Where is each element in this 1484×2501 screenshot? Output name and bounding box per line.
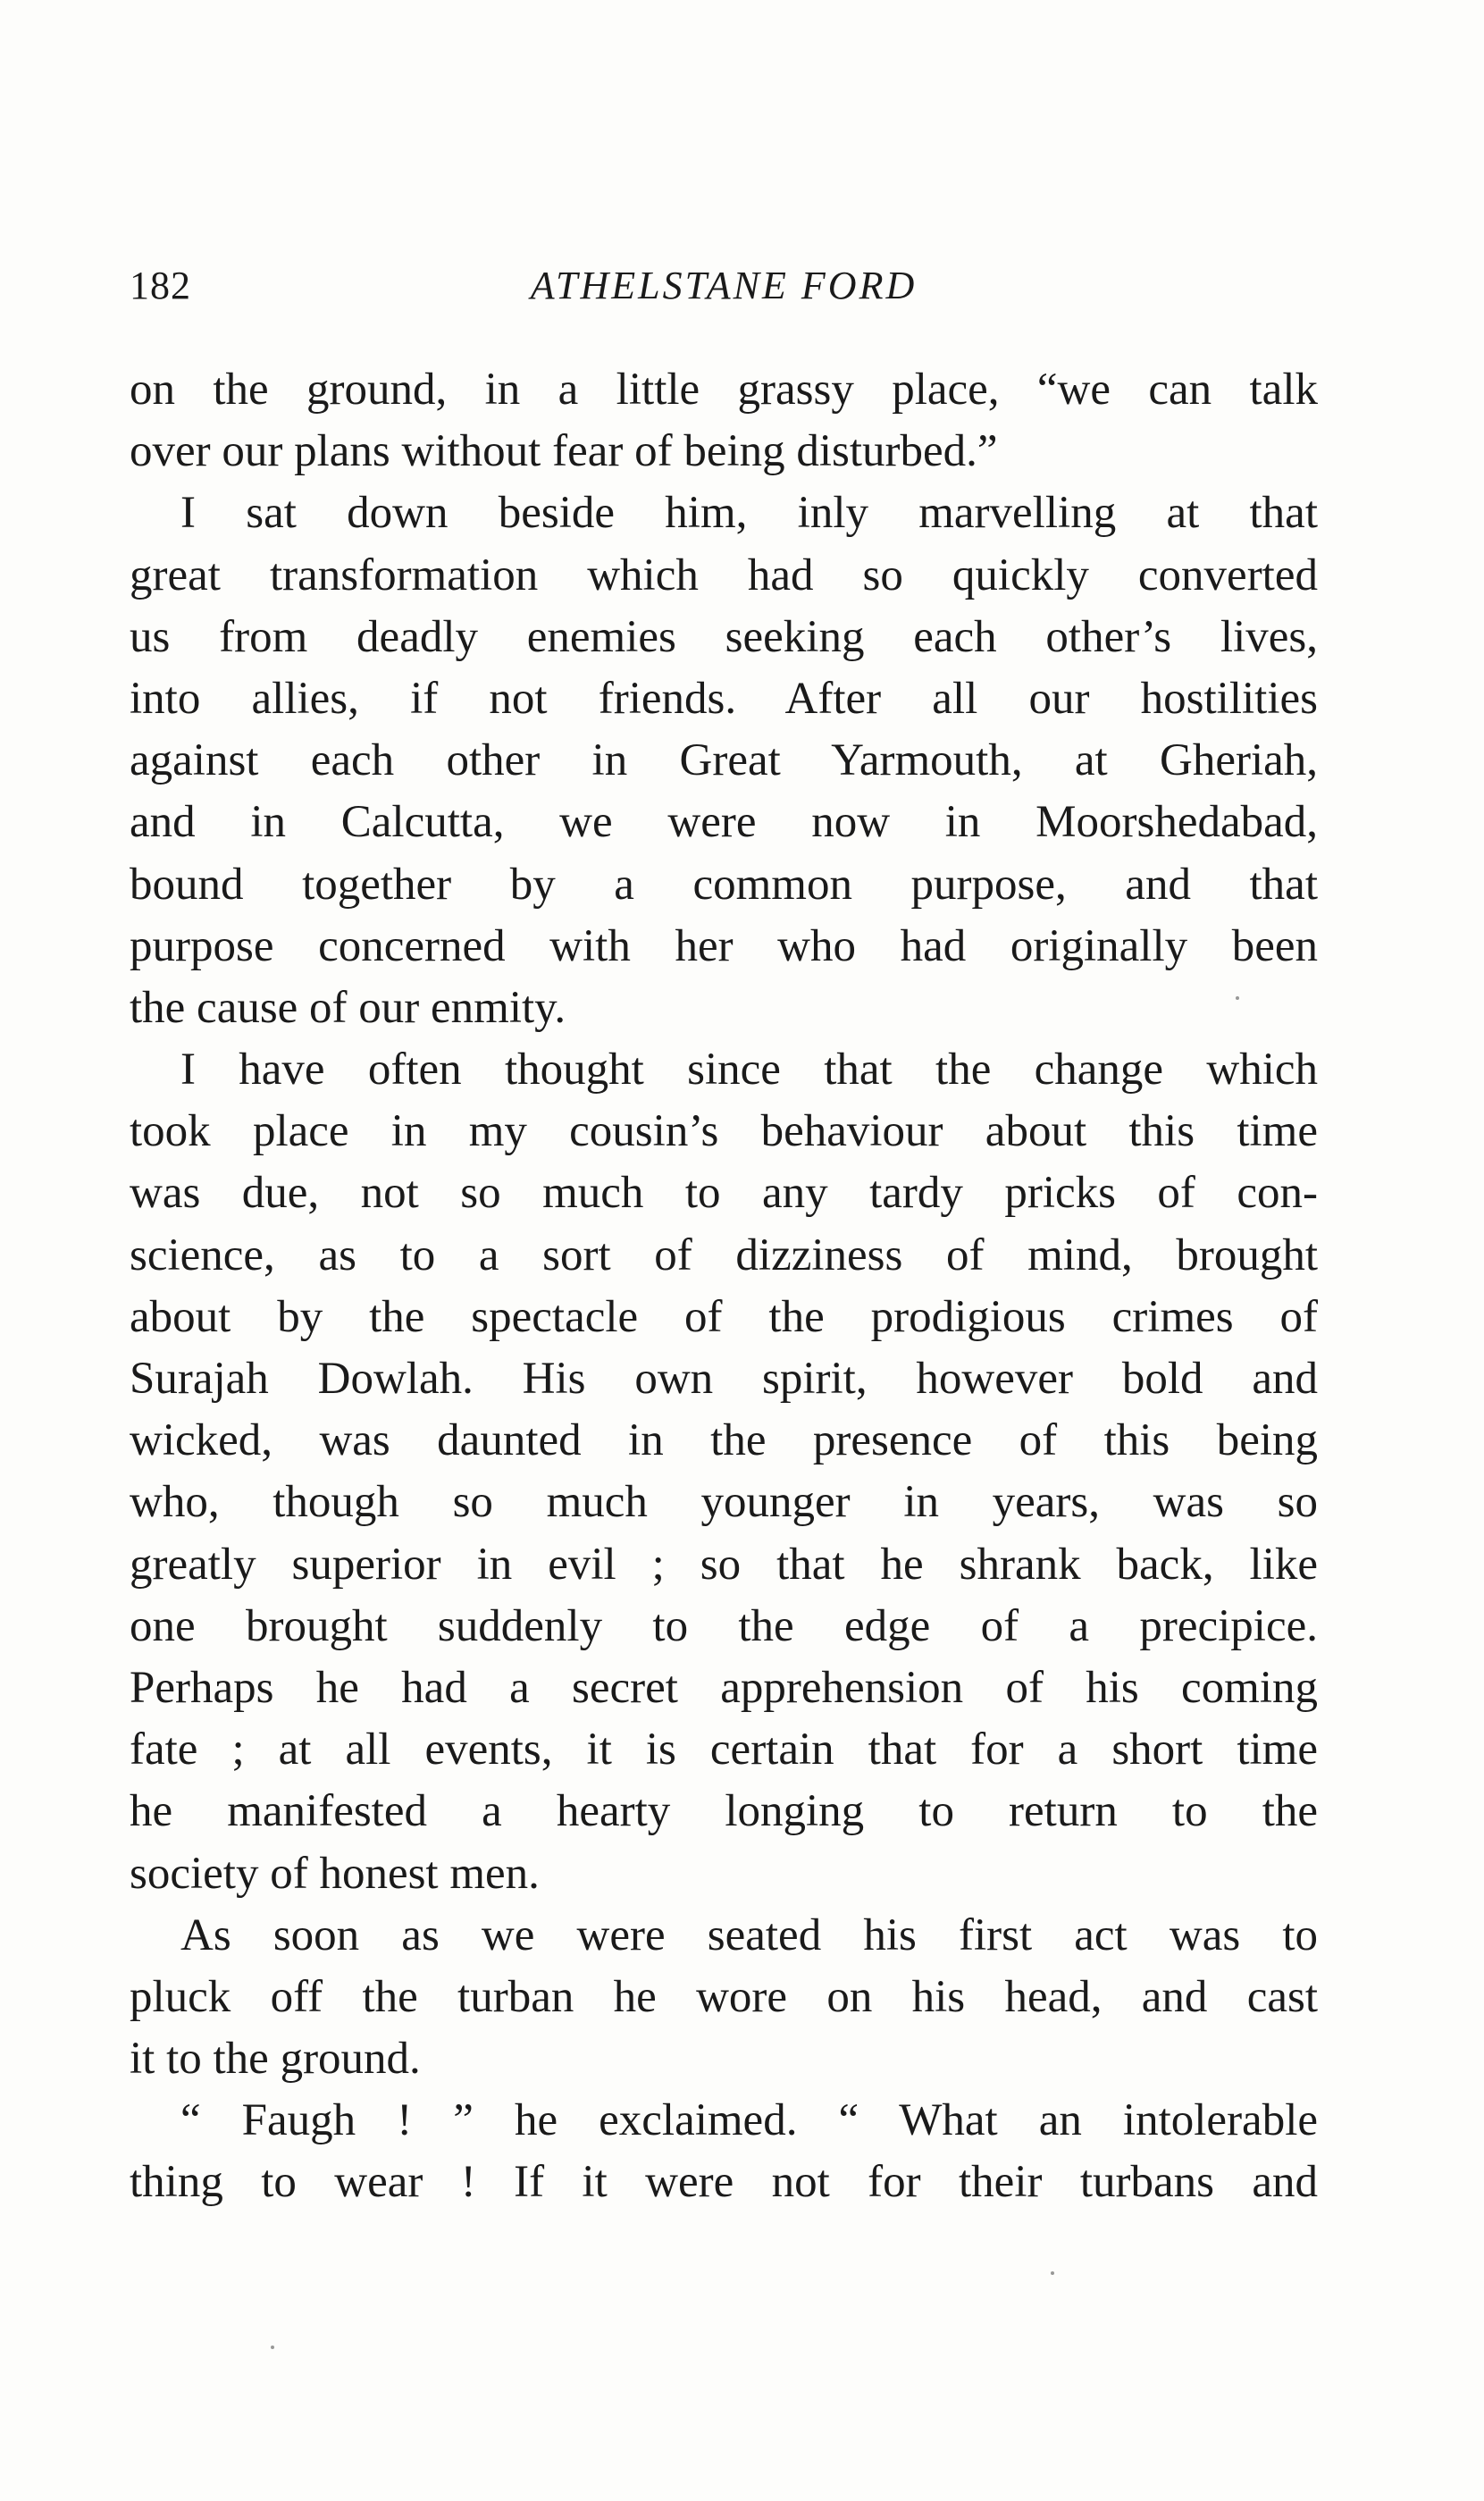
page-speck — [271, 2346, 274, 2349]
text-line: pluck off the turban he wore on his head, and cast — [130, 1971, 1318, 2022]
text-line: great transformation which had so quickly converted — [130, 550, 1318, 600]
text-line: purpose concerned with her who had originally been — [130, 920, 1318, 971]
text-line: bound together by a common purpose, and that — [130, 859, 1318, 910]
text-line: was due, not so much to any tardy pricks of con- — [130, 1168, 1318, 1219]
text-line: who, though so much younger in years, was so — [130, 1477, 1318, 1528]
text-line: he manifested a hearty longing to return to the — [130, 1786, 1318, 1837]
text-line: into allies, if not friends. After all our hostilities — [130, 673, 1318, 724]
text-line: and in Calcutta, we were now in Moorshedabad, — [130, 797, 1318, 848]
text-line: us from deadly enemies seeking each other’s lives, — [130, 611, 1318, 662]
text-line: one brought suddenly to the edge of a precipice. — [130, 1600, 1318, 1651]
page-speck — [1051, 2271, 1054, 2275]
text-line: wicked, was daunted in the presence of this being — [130, 1415, 1318, 1466]
text-line: “ Faugh ! ” he exclaimed. “ What an intolerable — [180, 2095, 1318, 2146]
page-speck — [1236, 996, 1239, 1000]
text-line: society of honest men. — [130, 1848, 540, 1899]
text-line: about by the spectacle of the prodigious crimes of — [130, 1291, 1318, 1342]
text-line: Perhaps he had a secret apprehension of his coming — [130, 1662, 1318, 1713]
text-line: on the ground, in a little grassy place, “we can talk — [130, 365, 1318, 415]
text-line: I sat down beside him, inly marvelling at that — [180, 488, 1318, 539]
text-line: As soon as we were seated his first act was to — [180, 1909, 1318, 1960]
text-line: greatly superior in evil ; so that he shrank back, like — [130, 1539, 1318, 1590]
text-line: science, as to a sort of dizziness of mind, brought — [130, 1230, 1318, 1280]
text-line: the cause of our enmity. — [130, 982, 566, 1033]
page-number: 182 — [130, 264, 191, 307]
text-line: against each other in Great Yarmouth, at Gheriah, — [130, 735, 1318, 786]
text-line: thing to wear ! If it were not for their turbans and — [130, 2157, 1318, 2208]
page-header — [130, 259, 1318, 313]
text-line: fate ; at all events, it is certain that for a short time — [130, 1725, 1318, 1775]
text-line: over our plans without fear of being disturbed.” — [130, 426, 998, 477]
text-line: Surajah Dowlah. His own spirit, however bold and — [130, 1354, 1318, 1404]
running-title: ATHELSTANE FORD — [530, 264, 918, 307]
text-line: it to the ground. — [130, 2034, 421, 2085]
text-line: took place in my cousin’s behaviour about this time — [130, 1106, 1318, 1157]
body-text — [130, 359, 1318, 2214]
text-line: I have often thought since that the change which — [180, 1045, 1318, 1095]
